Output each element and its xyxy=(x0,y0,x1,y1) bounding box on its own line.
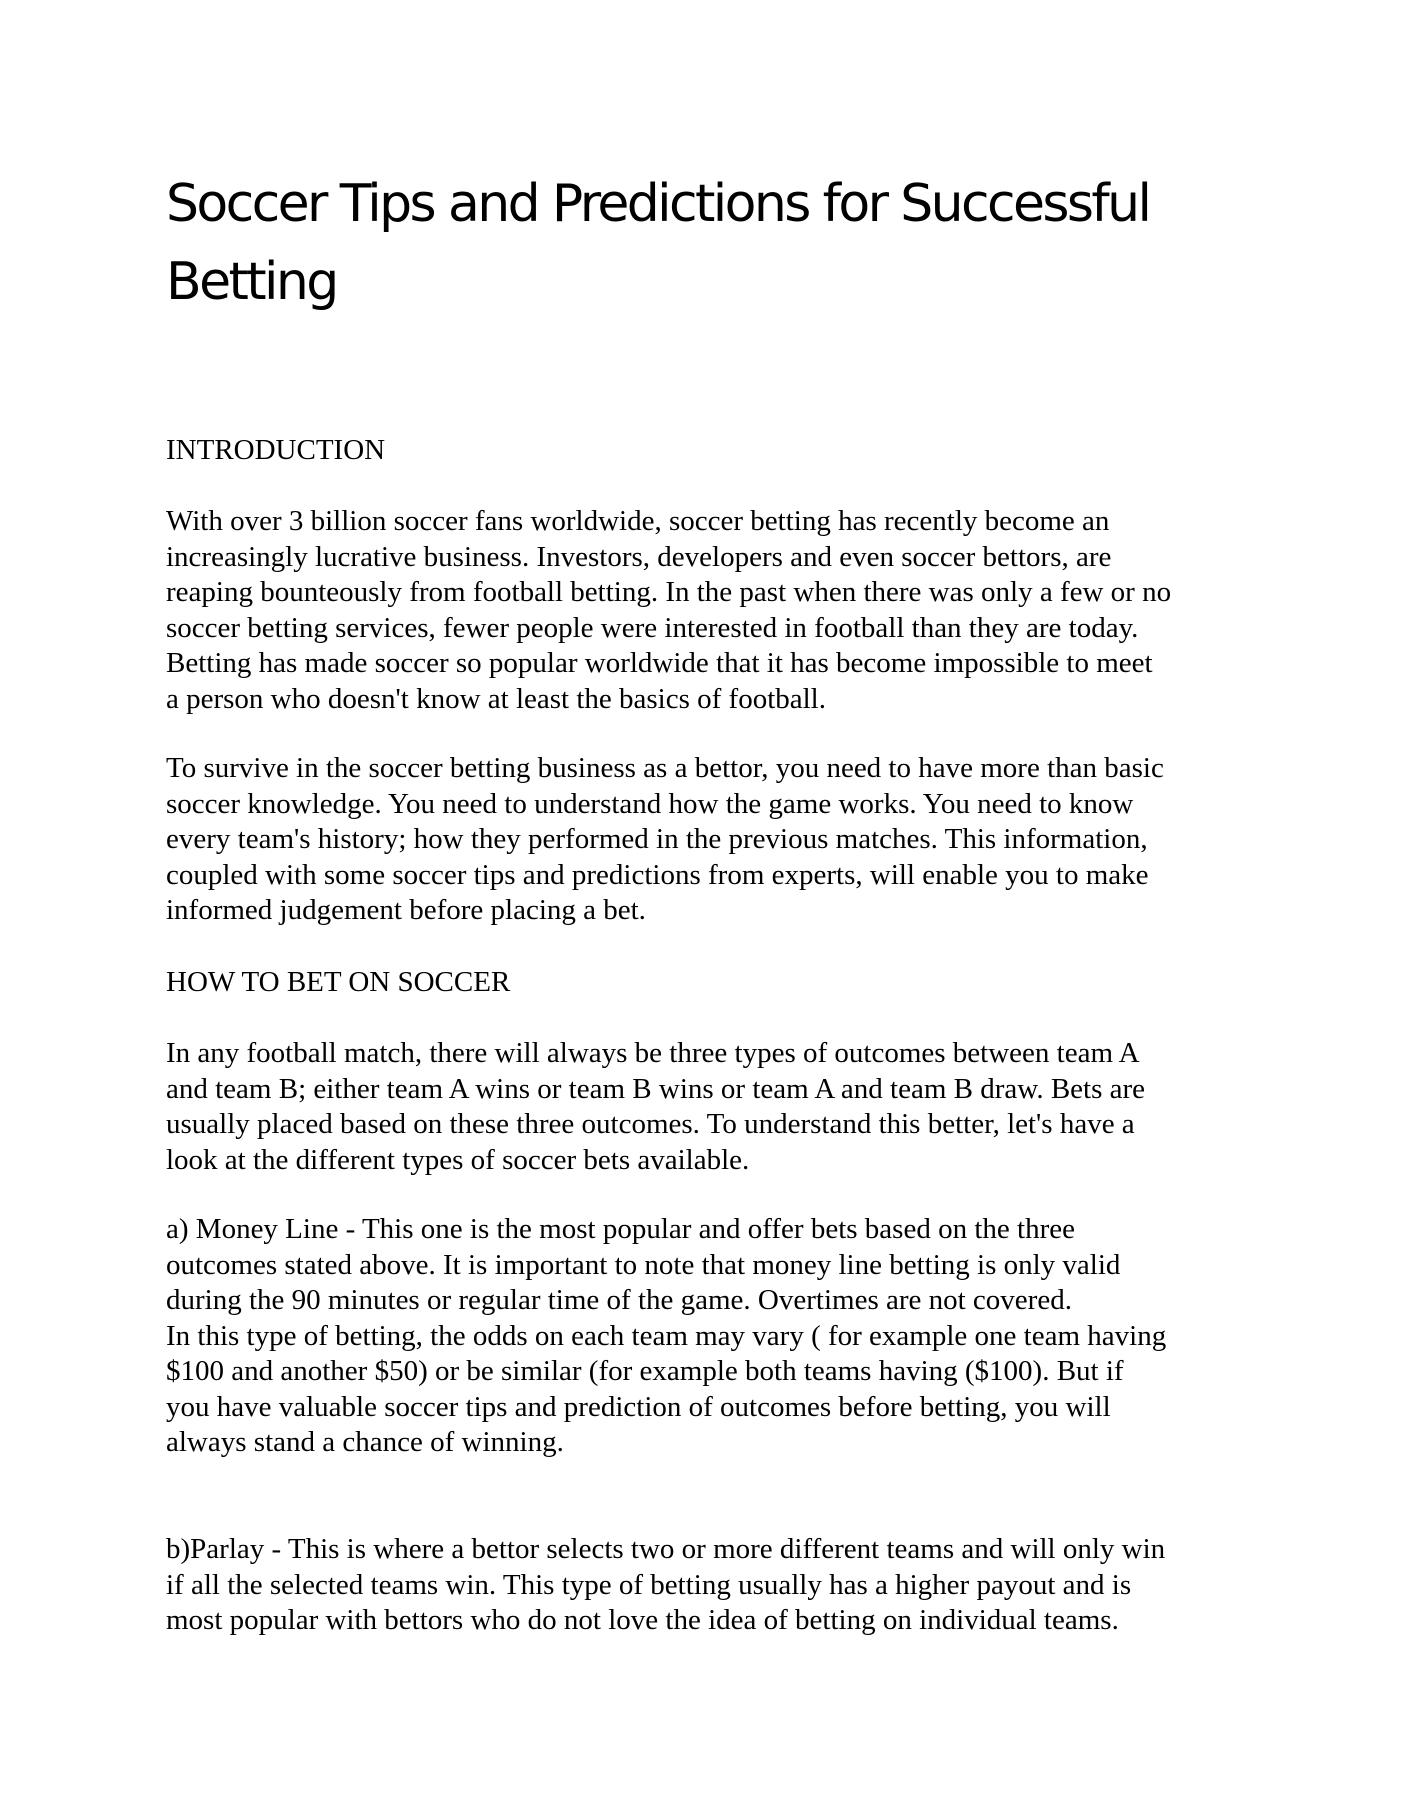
paragraph-parlay xyxy=(166,1532,1256,1639)
text-line: you have valuable soccer tips and prediction of outcomes before betting, you will xyxy=(166,1390,1111,1423)
text-line: during the 90 minutes or regular time of the game. Overtimes are not covered. xyxy=(166,1284,1072,1316)
section-heading-introduction: INTRODUCTION xyxy=(166,434,386,466)
text-line: usually placed based on these three outcomes. To understand this better, let's have a xyxy=(166,1108,1135,1140)
text-line: look at the different types of soccer bets available. xyxy=(166,1143,750,1176)
document-title: Soccer Tips and Predictions for Successful Betting xyxy=(166,174,1150,312)
text-line: most popular with bettors who do not love the idea of betting on individual teams. xyxy=(166,1604,1119,1636)
text-line: In any football match, there will always be three types of outcomes between team A xyxy=(166,1037,1140,1069)
text-line: a) Money Line - This one is the most popular and offer bets based on the three xyxy=(166,1213,1075,1245)
paragraph-intro-2 xyxy=(166,751,1256,929)
text-line: b)Parlay - This is where a bettor selects two or more different teams and will only win xyxy=(166,1533,1166,1565)
text-line: To survive in the soccer betting business as a bettor, you need to have more than basic xyxy=(166,752,1164,784)
text-line: outcomes stated above. It is important to note that money line betting is only valid xyxy=(166,1248,1121,1281)
text-line: Betting has made soccer so popular worldwide that it has become impossible to meet xyxy=(166,647,1153,679)
text-line: every team's history; how they performed in the previous matches. This information, xyxy=(166,823,1148,855)
text-line: a person who doesn't know at least the basics of football. xyxy=(166,682,826,715)
text-line: always stand a chance of winning. xyxy=(166,1426,564,1458)
text-line: With over 3 billion soccer fans worldwide, soccer betting has recently become an xyxy=(166,505,1110,537)
text-line: coupled with some soccer tips and predictions from experts, will enable you to make xyxy=(166,858,1149,891)
text-line: if all the selected teams win. This type of betting usually has a higher payout and is xyxy=(166,1568,1132,1601)
text-line: and team B; either team A wins or team B wins or team A and team B draw. Bets are xyxy=(166,1072,1146,1105)
text-line: reaping bounteously from football betting. In the past when there was only a few or no xyxy=(166,576,1172,608)
text-line: informed judgement before placing a bet. xyxy=(166,894,646,926)
paragraph-intro-1 xyxy=(166,504,1256,717)
text-line: increasingly lucrative business. Investors, developers and even soccer bettors, are xyxy=(166,540,1112,573)
paragraph-money-line xyxy=(166,1212,1256,1461)
text-line: $100 and another $50) or be similar (for example both teams having ($100). But if xyxy=(166,1355,1124,1387)
paragraph-outcomes xyxy=(166,1036,1256,1178)
text-line: In this type of betting, the odds on each team may vary ( for example one team having xyxy=(166,1319,1167,1352)
section-heading-how-to-bet: HOW TO BET ON SOCCER xyxy=(166,966,511,998)
text-line: soccer knowledge. You need to understand how the game works. You need to know xyxy=(166,787,1134,820)
text-line: soccer betting services, fewer people were interested in football than they are today. xyxy=(166,611,1139,644)
